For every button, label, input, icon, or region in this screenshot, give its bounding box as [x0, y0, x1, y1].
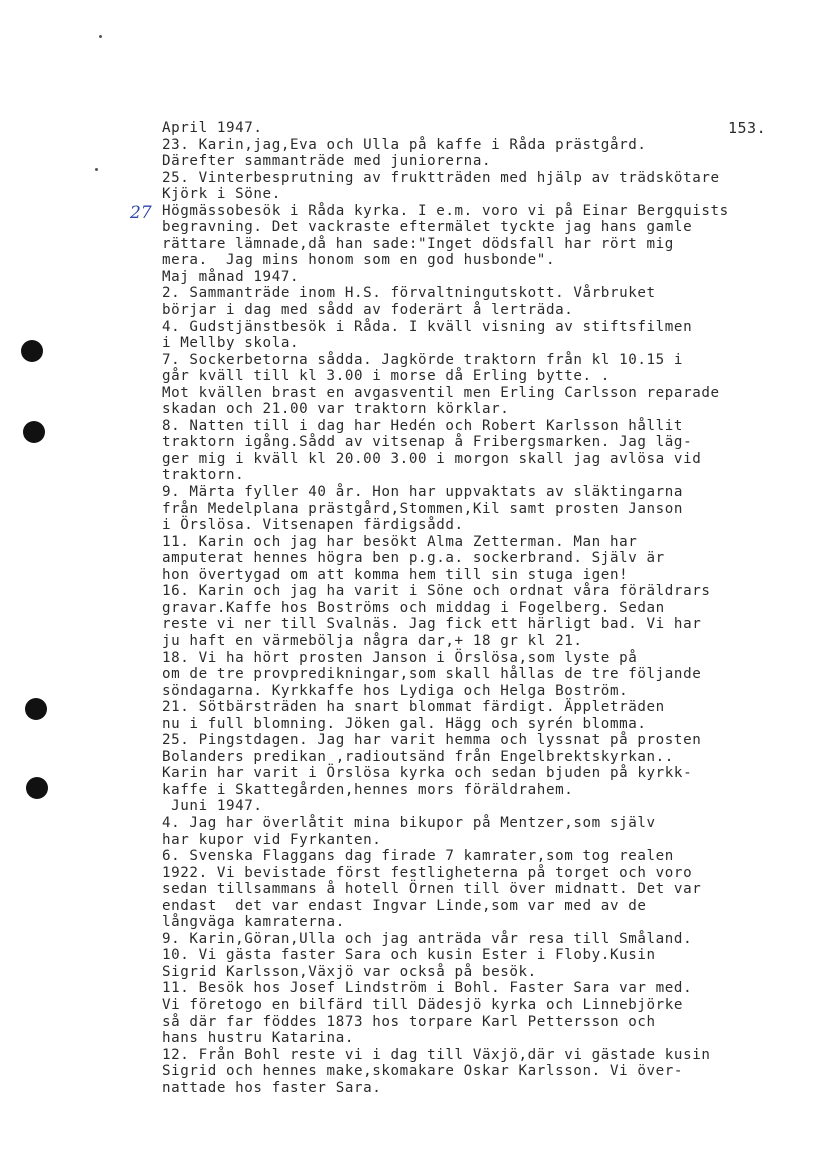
paper-speck	[99, 35, 102, 38]
text-line: Högmässobesök i Råda kyrka. I e.m. voro vi på Einar Bergquists	[162, 202, 729, 219]
text-line: Kjörk i Söne.	[162, 186, 281, 203]
text-line: 23. Karin,jag,Eva och Ulla på kaffe i Råda prästgård.	[162, 136, 647, 153]
text-line: April 1947.	[162, 120, 263, 136]
text-line: söndagarna. Kyrkkaffe hos Lydiga och Helga Boström.	[162, 682, 629, 699]
text-line: går kväll till kl 3.00 i morse då Erling bytte. .	[162, 368, 610, 385]
text-line: Juni 1947.	[162, 798, 263, 815]
text-line: 6. Svenska Flaggans dag firade 7 kamrater,som tog realen	[162, 848, 674, 865]
text-line: kaffe i Skattegården,hennes mors föräldrahem.	[162, 781, 574, 798]
text-line: i Mellby skola.	[162, 335, 300, 352]
text-line: 2. Sammanträde inom H.S. förvaltningutskott. Vårbruket	[162, 285, 656, 302]
text-line: hans hustru Katarina.	[162, 1030, 354, 1047]
text-line: 21. Sötbärsträden ha snart blommat färdigt. Äppleträden	[162, 699, 665, 716]
text-line: rättare lämnade,då han sade:"Inget dödsfall har rört mig	[162, 235, 674, 252]
text-line: 12. Från Bohl reste vi i dag till Växjö,där vi gästade kusin	[162, 1046, 711, 1063]
text-line: 25. Vinterbesprutning av fruktträden med hjälp av trädskötare	[162, 169, 720, 186]
text-line: långväga kamraterna.	[162, 914, 345, 931]
text-line: 1922. Vi bevistade först festligheterna på torget och voro	[162, 864, 693, 881]
text-line: gravar.Kaffe hos Boströms och middag i Fogelberg. Sedan	[162, 599, 665, 616]
text-line: Vi företogo en bilfärd till Dädesjö kyrka och Linnebjörke	[162, 996, 684, 1013]
text-line: från Medelplana prästgård,Stommen,Kil samt prosten Janson	[162, 500, 684, 517]
text-line: börjar i dag med sådd av foderärt å lerträda.	[162, 302, 574, 319]
text-line: i Örslösa. Vitsenapen färdigsådd.	[162, 517, 464, 534]
text-line: så där far föddes 1873 hos torpare Karl Pettersson och	[162, 1013, 656, 1030]
text-line: Karin har varit i Örslösa kyrka och sedan bjuden på kyrkk-	[162, 765, 693, 782]
text-line: begravning. Det vackraste eftermälet tyckte jag hans gamle	[162, 219, 693, 236]
text-line: Bolanders predikan ,radioutsänd från Engelbrektskyrkan..	[162, 748, 674, 765]
text-line: 16. Karin och jag ha varit i Söne och ordnat våra föräldrars	[162, 583, 711, 600]
text-line: ger mig i kväll kl 20.00 3.00 i morgon skall jag avlösa vid	[162, 450, 702, 467]
text-line: Mot kvällen brast en avgasventil men Erling Carlsson reparade	[162, 384, 720, 401]
text-line: skadan och 21.00 var traktorn körklar.	[162, 401, 510, 418]
text-line: 9. Karin,Göran,Ulla och jag anträda vår resa till Småland.	[162, 930, 693, 947]
text-line: 11. Besök hos Josef Lindström i Bohl. Faster Sara var med.	[162, 980, 693, 997]
text-line: nattade hos faster Sara.	[162, 1079, 382, 1096]
handwritten-margin-note: 27	[130, 203, 152, 223]
text-line: sedan tillsammans å hotell Örnen till över midnatt. Det var	[162, 881, 702, 898]
text-line: traktorn igång.Sådd av vitsenap å Fribergsmarken. Jag läg-	[162, 434, 693, 451]
text-line: Därefter sammanträde med juniorerna.	[162, 153, 492, 170]
text-line: reste vi ner till Svalnäs. Jag fick ett härligt bad. Vi har	[162, 616, 702, 633]
text-line: 4. Jag har överlåtit mina bikupor på Mentzer,som själv	[162, 814, 656, 831]
text-line: 4. Gudstjänstbesök i Råda. I kväll visning av stiftsfilmen	[162, 318, 693, 335]
text-line: Sigrid och hennes make,skomakare Oskar Karlsson. Vi över-	[162, 1063, 684, 1080]
text-line: om de tre provpredikningar,som skall hållas de tre följande	[162, 666, 702, 683]
punch-hole	[23, 421, 45, 443]
typed-text-body	[162, 120, 782, 1096]
text-line: 9. Märta fyller 40 år. Hon har uppvaktats av släktingarna	[162, 484, 684, 501]
text-line: traktorn.	[162, 467, 245, 484]
text-line: Sigrid Karlsson,Växjö var också på besök.	[162, 963, 537, 980]
text-line: 10. Vi gästa faster Sara och kusin Ester i Floby.Kusin	[162, 947, 656, 964]
punch-hole	[21, 340, 43, 362]
text-line: har kupor vid Fyrkanten.	[162, 831, 382, 848]
text-line: 7. Sockerbetorna sådda. Jagkörde traktorn från kl 10.15 i	[162, 351, 684, 368]
page-number: 153.	[728, 119, 767, 137]
text-line: nu i full blomning. Jöken gal. Hägg och syrén blomma.	[162, 715, 647, 732]
text-line: mera. Jag mins honom som en god husbonde".	[162, 252, 556, 269]
text-line: 8. Natten till i dag har Hedén och Robert Karlsson hållit	[162, 417, 684, 434]
text-line: hon övertygad om att komma hem till sin stuga igen!	[162, 566, 629, 583]
text-line: endast det var endast Ingvar Linde,som var med av de	[162, 897, 647, 914]
punch-hole	[26, 777, 48, 799]
text-line: ju haft en värmebölja några dar,+ 18 gr kl 21.	[162, 632, 583, 649]
text-line: 11. Karin och jag har besökt Alma Zetterman. Man har	[162, 533, 638, 550]
paper-speck	[95, 168, 98, 171]
text-line: 25. Pingstdagen. Jag har varit hemma och lyssnat på prosten	[162, 732, 702, 749]
text-line: 18. Vi ha hört prosten Janson i Örslösa,som lyste på	[162, 649, 638, 666]
punch-hole	[25, 698, 47, 720]
text-line: amputerat hennes högra ben p.g.a. sockerbrand. Själv är	[162, 550, 665, 567]
text-line: Maj månad 1947.	[162, 268, 300, 285]
